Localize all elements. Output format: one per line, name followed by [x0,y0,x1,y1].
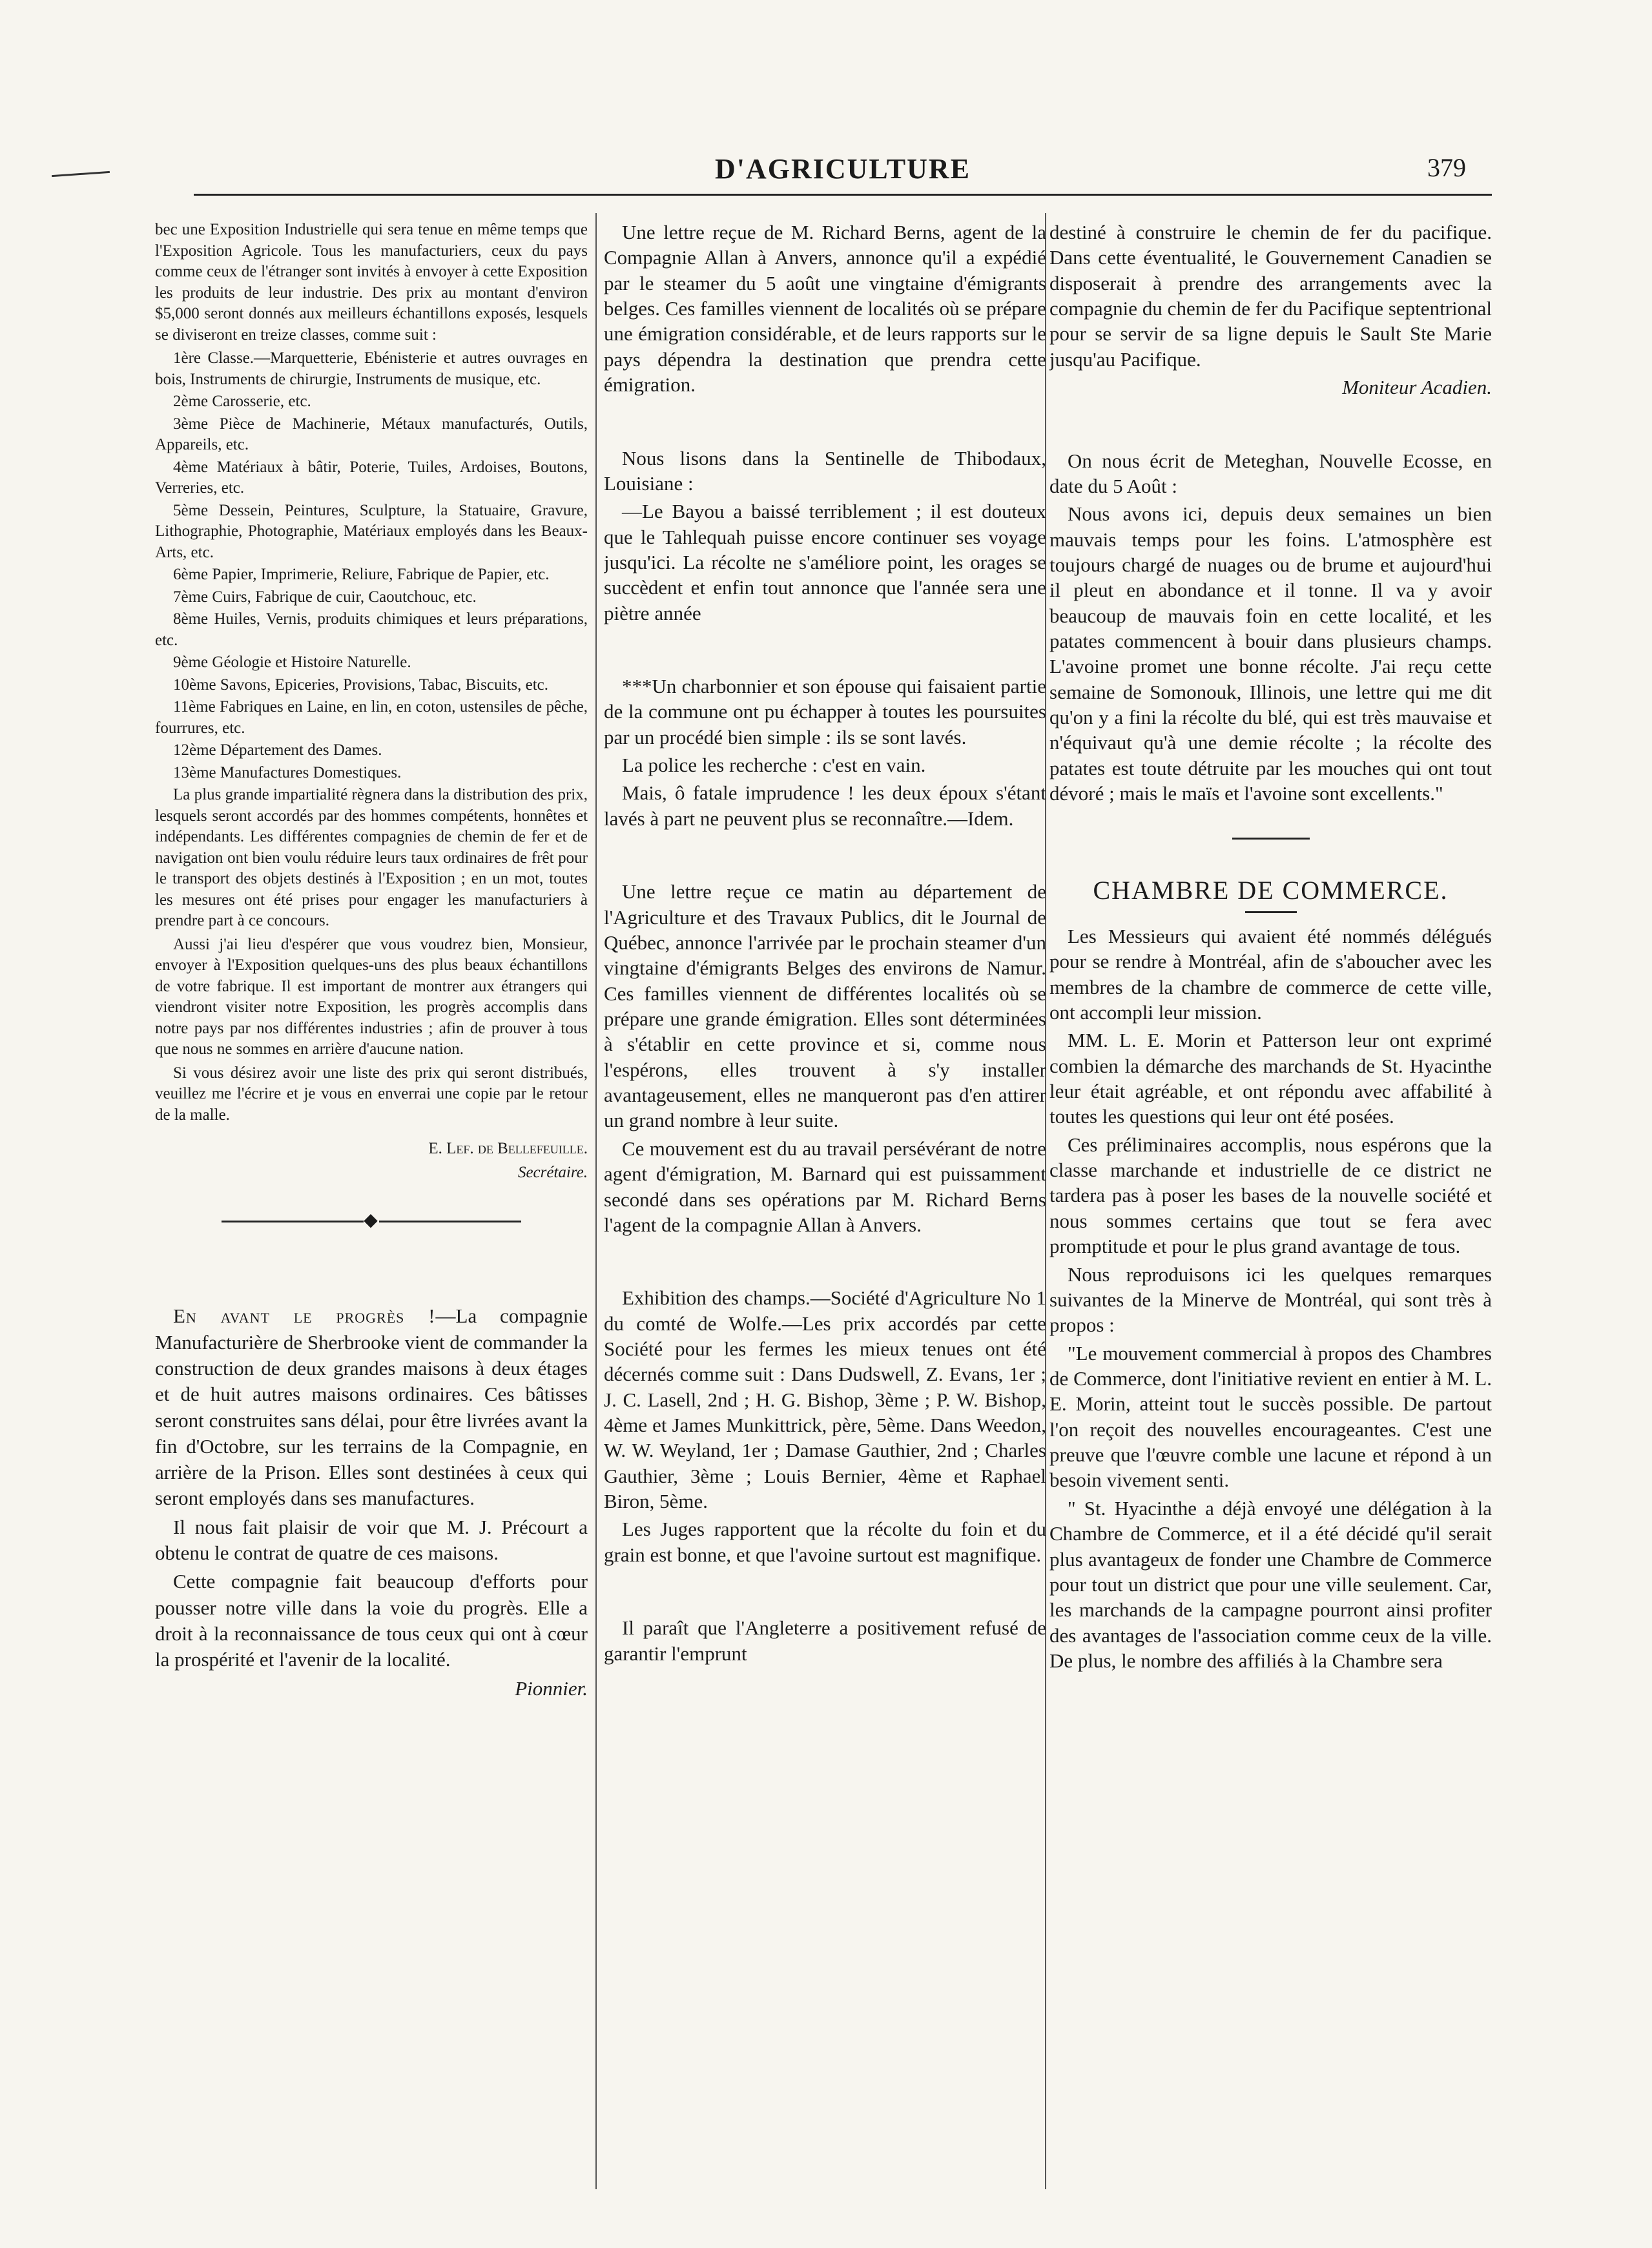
signature: E. Lef. de Bellefeuille. [428,1140,588,1157]
asterism: *** [622,675,652,698]
running-title: D'AGRICULTURE [714,153,971,185]
paragraph: destiné à construire le chemin de fer du pacifique. Dans cette éventualité, le Gouvernement Canadien se disposerait à prendre des arrangements avec la compagnie du chemin de fer du Pacifique septentrional pour se servir de sa ligne depuis le Sault Ste Marie jusqu'au Pacifique. [1049,221,1492,371]
column-left [155,220,588,2189]
paragraph: MM. L. E. Morin et Patterson leur ont exprimé combien la démarche des marchands de St. Hyacinthe leur était agréable, et ont répondu avec affabilité à toutes les questions qui leur ont été posées. [1049,1029,1492,1128]
page-number: 379 [1427,153,1466,182]
paragraph: Cette compagnie fait beaucoup d'efforts pour pousser notre ville dans la voie du progrès. Elle a droit à la reconnaissance de tous ceux qui ont à cœur la prospérité et l'avenir de la localité. [155,1570,588,1671]
signature-title: Secrétaire. [517,1163,588,1181]
column-divider [595,213,597,2189]
class-item: 4ème Matériaux à bâtir, Poterie, Tuiles, Ardoises, Boutons, Verreries, etc. [155,458,588,497]
ornament-divider [1049,826,1492,849]
page-header [194,152,1492,191]
paragraph: On nous écrit de Meteghan, Nouvelle Ecosse, en date du 5 Août : [1049,449,1492,497]
article-charbon [604,674,1046,750]
class-item: 8ème Huiles, Vernis, produits chimiques et leurs préparations, etc. [155,610,588,649]
exposition-intro: bec une Exposition Industrielle qui sera tenue en même temps que l'Exposition Agricole. Tous les manufacturiers, ceux du pays comme ceux de l'étranger sont invités à envoyer à cette Exposition les produits de leur industrie. Des prix au montant d'environ $5,000 seront donnés aux meilleurs échantillons exposés, lesquels se diviseront en treize classes, comme suit : [155,221,588,344]
paragraph: Exhibition des champs.—Société d'Agriculture No 1 du comté de Wolfe.—Les prix accordés par cette Société pour les fermes les mieux tenues ont été décernés comme suit : Dans Dudswell, Z. Evans, 1er ; J. C. Lasell, 2nd ; H. G. Bishop, 3ème ; P. W. Bishop, 4ème et James Munkittrick, père, 5ème. Dans Weedon, W. W. Weyland, 1er ; Damase Gauthier, 2nd ; Charles Gauthier, 3ème ; Louis Bernier, 4ème et Raphael Biron, 5ème. [604,1286,1046,1513]
column-middle [604,220,1046,2189]
paragraph: " St. Hyacinthe a déjà envoyé une délégation à la Chambre de Commerce, et il a été décidé qu'il serait plus avantageux de fonder une Chambre de Commerce pour tout un district que pour une ville seulement. Car, les marchands de la campagne pourront ainsi profiter des avantages de l'association comme ceux de la ville. De plus, le nombre des affiliés à la Chambre sera [1049,1496,1492,1672]
paragraph: Nous reproduisons ici les quelques remarques suivantes de la Minerve de Montréal, qui sont très à propos : [1049,1263,1492,1337]
paragraph: —Le Bayou a baissé terriblement ; il est douteux que le Tahlequah puisse encore continuer ses voyage jusqu'ici. La récolte ne s'améliore point, les orages se succèdent et enfin tout annonce que l'année sera une piètre année [604,500,1046,624]
class-item: 7ème Cuirs, Fabrique de cuir, Caoutchouc, etc. [173,588,477,606]
section-heading: CHAMBRE DE COMMERCE. [1093,876,1449,905]
paragraph: Les Messieurs qui avaient été nommés délégués pour se rendre à Montréal, afin de s'aboucher avec les membres de la chambre de commerce de cette ville, ont accompli leur mission. [1049,924,1492,1024]
paragraph: La plus grande impartialité règnera dans la distribution des prix, lesquels seront accordés par des hommes compétents, honnêtes et indépendants. Les différentes compagnies de chemin de fer et de navigation ont bien voulu réduire leurs taux ordinaires de frêt pour le transport des objets destinés à l'Exposition ; en un mot, toutes les mesures ont été prises pour engager les manufacturiers à prendre part à ce concours. [155,786,588,929]
paragraph: Ces préliminaires accomplis, nous espérons que la classe marchande et industrielle de ce district ne tardera pas à poser les bases de la nouvelle société et nous sommes certains que tout se fera avec promptitude et pour le plus grand avantage de tous. [1049,1133,1492,1258]
paragraph: Nous avons ici, depuis deux semaines un bien mauvais temps pour les foins. L'atmosphère est toujours chargé de nuages ou de brume et aujourd'hui il pleut en abondance et il tonne. Il va y avoir beaucoup de mauvais foin en cette localité, et les patates commencent à bouir dans plusieurs champs. L'avoine promet une bonne récolte. J'ai reçu cette semaine de Somonouk, Illinois, une lettre qui me dit qu'on y a fini la récolte du blé, qui est très mauvaise et n'équivaut qu'à une demie récolte ; la récolte des patates est toute détruite par les mouches qui ont tout dévoré ; mais le maïs et l'avoine sont excellents." [1049,502,1492,805]
article-avant [155,1303,588,1511]
class-item: 12ème Département des Dames. [173,741,382,759]
class-item: 10ème Savons, Epiceries, Provisions, Tabac, Biscuits, etc. [173,675,549,694]
class-item: 9ème Géologie et Histoire Naturelle. [173,654,411,671]
gutter-mark [52,171,110,177]
article-text: —La compagnie Manufacturière de Sherbrooke vient de commander la construction de deux grandes maisons à deux étages et de huit autres maisons ordinaires. Ces bâtisses seront construites sans délai, pour être livrées avant la fin d'Octobre, sur les terrains de la Compagnie, en arrière de la Prison. Elles sont destinées à ceux qui seront employés dans ses manufactures. [155,1304,588,1510]
ornament-divider: ◆ [155,1209,588,1232]
class-item: 11ème Fabriques en Laine, en lin, en coton, ustensiles de pêche, fourrures, etc. [155,698,588,737]
paragraph: Ce mouvement est du au travail persévérant de notre agent d'émigration, M. Barnard qui est puissamment secondé dans ses opérations par M. Richard Berns l'agent de la compagnie Allan à Anvers. [604,1137,1046,1236]
article-text: Un charbonnier et son épouse qui faisaient partie de la commune ont pu échapper à toutes les poursuites par un procédé bien simple : ils se sont lavés. [604,675,1046,748]
paragraph: Les Juges rapportent que la récolte du foin et du grain est bonne, et que l'avoine surtout est magnifique. [604,1518,1046,1566]
paragraph: Aussi j'ai lieu d'espérer que vous voudrez bien, Monsieur, envoyer à l'Exposition quelques-uns des plus beaux échantillons de votre fabrique. Il est important de montrer aux étrangers qui viendront visiter notre Exposition, les progrès accomplis dans notre pays par nos différentes industries ; afin de prouver à tous que nous ne sommes en arrière d'aucune nation. [155,935,588,1058]
paragraph: Il nous fait plaisir de voir que M. J. Précourt a obtenu le contrat de quatre de ces maisons. [155,1515,588,1565]
header-rule [194,194,1492,196]
paragraph: Si vous désirez avoir une liste des prix qui seront distribués, veuillez me l'écrire et je vous en enverrai une copie par le retour de la malle. [155,1064,588,1124]
paragraph: Une lettre reçue de M. Richard Berns, agent de la Compagnie Allan à Anvers, annonce qu'il a expédié par le steamer du 5 août une vingtaine d'émigrants belges. Ces familles viennent de localités où se prépare une émigration considérable, et de leurs rapports sur le pays dépendra la destination que prendra cette émigration. [604,221,1046,397]
class-item: 6ème Papier, Imprimerie, Reliure, Fabrique de Papier, etc. [173,566,550,583]
source-credit: Moniteur Acadien. [1342,376,1492,399]
class-list [155,348,588,783]
paragraph: Une lettre reçue ce matin au département de l'Agriculture et des Travaux Publics, dit le Journal de Québec, annonce l'arrivée par le prochain steamer d'un vingtaine d'émigrants Belges des environs de Namur. Ces familles viennent de différentes localités où se prépare une grande émigration. Elles sont déterminées à s'établir en cette province et si, comme nous l'espérons, elles trouvent à s'y installer avantageusement, elles ne manqueront pas d'en attirer un grand nombre à leur suite. [604,880,1046,1132]
class-item: 3ème Pièce de Machinerie, Métaux manufacturés, Outils, Appareils, etc. [155,415,588,453]
class-item: 5ème Dessein, Peintures, Sculpture, la Statuaire, Gravure, Lithographie, Photographie, Matériaux employés dans les Beaux-Arts, etc. [155,501,588,561]
source-credit: Pionnier. [515,1676,588,1700]
paragraph: Il paraît que l'Angleterre a positivement refusé de garantir l'emprunt [604,1616,1046,1665]
heading-rule [1245,911,1297,913]
class-item: 13ème Manufactures Domestiques. [173,763,402,781]
column-right [1049,220,1492,2189]
paragraph: "Le mouvement commercial à propos des Chambres de Commerce, dont l'initiative revient en entier à M. L. E. Morin, atteint tout le succès possible. De partout l'on reçoit des nouvelles encourageantes. C'est une preuve que l'œuvre comble une lacune et répond à un besoin vivement senti. [1049,1341,1492,1492]
paragraph: La police les recherche : c'est en vain. [622,754,926,777]
paragraph: Mais, ô fatale imprudence ! les deux époux s'étant lavés à part ne peuvent plus se reconnaître.—Idem. [604,781,1046,830]
class-item: 2ème Carosserie, etc. [173,393,311,410]
class-item: 1ère Classe.—Marquetterie, Ebénisterie et autres ouvrages en bois, Instruments de chirurgie, Instruments de musique, etc. [155,349,588,388]
paragraph: Nous lisons dans la Sentinelle de Thibodaux, Louisiane : [604,446,1046,495]
article-lead: En avant le progrès ! [173,1304,436,1328]
